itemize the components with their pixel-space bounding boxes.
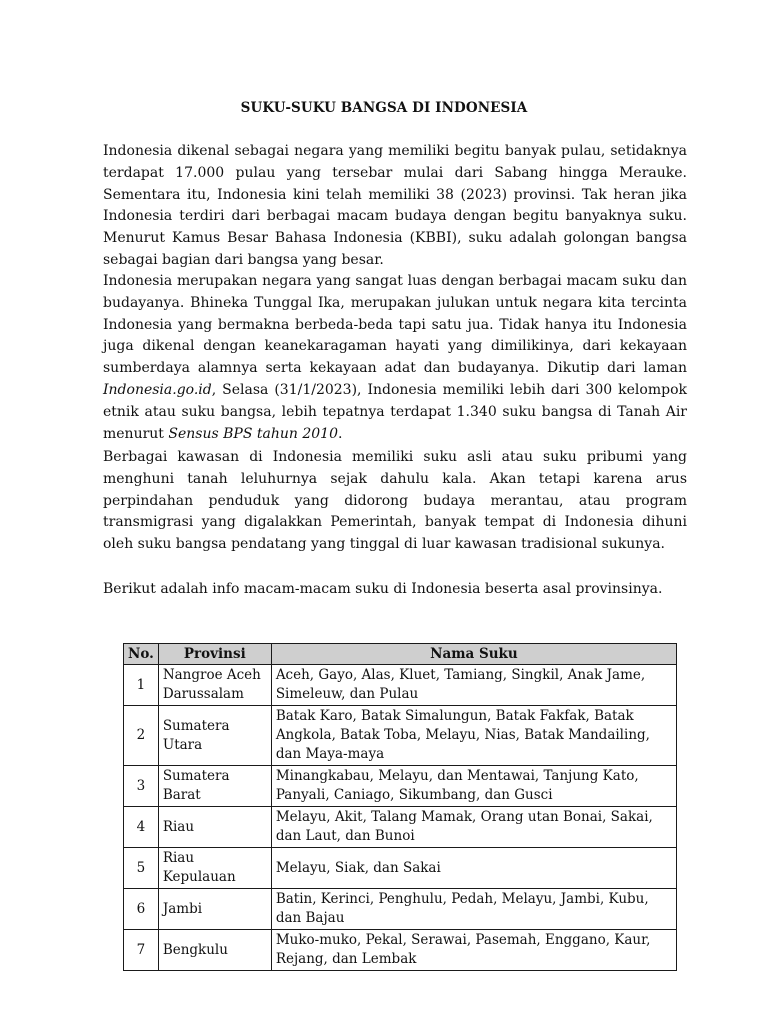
paragraph-migration: Berbagai kawasan di Indonesia memiliki suku asli atau suku pribumi yang menghuni tanah leluhurnya sejak dahulu kala. Akan tetapi karena arus perpindahan penduduk yang didorong budaya merantau, atau program transmigrasi yang digalakkan Pemerintah, banyak tempat di Indonesia dihuni oleh suku bangsa pendatang yang tinggal di luar kawasan tradisional sukunya. — [103, 449, 687, 553]
row-number: 7 — [124, 930, 159, 971]
row-province: Jambi — [158, 889, 271, 930]
row-number: 6 — [124, 889, 159, 930]
row-number: 2 — [124, 706, 159, 766]
row-province: Nangroe Aceh Darussalam — [158, 665, 271, 706]
row-number: 5 — [124, 848, 159, 889]
paragraph-diversity — [103, 271, 687, 445]
source-website: Indonesia.go.id — [103, 381, 212, 398]
table-row — [124, 848, 677, 889]
paragraph-diversity-text-3: . — [337, 425, 343, 442]
paragraph-intro: Indonesia dikenal sebagai negara yang memiliki begitu banyak pulau, setidaknya terdapat 17.000 pulau yang tersebar mulai dari Sabang hingga Merauke. Sementara itu, Indonesia kini telah memiliki 38 (2023) provinsi. Tak heran jika Indonesia terdiri dari berbagai macam budaya dengan begitu banyaknya suku. Menurut Kamus Besar Bahasa Indonesia (KBBI), suku adalah golongan bangsa sebagai bagian dari bangsa yang besar. — [103, 143, 687, 268]
header-no: No. — [124, 644, 159, 665]
header-tribes: Nama Suku — [271, 644, 676, 665]
row-tribes: Melayu, Siak, dan Sakai — [271, 848, 676, 889]
row-tribes: Melayu, Akit, Talang Mamak, Orang utan Bonai, Sakai, dan Laut, dan Bunoi — [271, 807, 676, 848]
table-row — [124, 706, 677, 766]
paragraph-diversity-text-2: , Selasa (31/1/2023), Indonesia memiliki lebih dari 300 kelompok etnik atau suku bangsa, lebih tepatnya terdapat 1.340 suku bangsa di Tanah Air menurut — [103, 381, 687, 442]
row-province: Sumatera Barat — [158, 766, 271, 807]
row-number: 3 — [124, 766, 159, 807]
row-province: Riau Kepulauan — [158, 848, 271, 889]
table-row — [124, 930, 677, 971]
row-province: Riau — [158, 807, 271, 848]
paragraph-diversity-text-1: Indonesia merupakan negara yang sangat luas dengan berbagai macam suku dan budayanya. Bhineka Tunggal Ika, merupakan julukan untuk negara kita tercinta Indonesia yang bermakna berbeda-beda tapi satu jua. Tidak hanya itu Indonesia juga dikenal dengan keanekaragaman hayati yang dimilikinya, dari kekayaan sumberdaya alamnya serta kekayaan adat dan budayanya. Dikutip dari laman — [103, 273, 687, 377]
table-row — [124, 766, 677, 807]
row-number: 1 — [124, 665, 159, 706]
row-tribes: Minangkabau, Melayu, dan Mentawai, Tanjung Kato, Panyali, Caniago, Sikumbang, dan Gusci — [271, 766, 676, 807]
row-province: Sumatera Utara — [158, 706, 271, 766]
document-title: SUKU-SUKU BANGSA DI INDONESIA — [240, 100, 528, 116]
table-row — [124, 889, 677, 930]
row-tribes: Aceh, Gayo, Alas, Kluet, Tamiang, Singkil, Anak Jame, Simeleuw, dan Pulau — [271, 665, 676, 706]
row-province: Bengkulu — [158, 930, 271, 971]
paragraph-table-intro: Berikut adalah info macam-macam suku di Indonesia beserta asal provinsinya. — [103, 581, 663, 597]
header-province: Provinsi — [158, 644, 271, 665]
census-reference: Sensus BPS tahun 2010 — [168, 425, 338, 442]
row-tribes: Batin, Kerinci, Penghulu, Pedah, Melayu, Jambi, Kubu, dan Bajau — [271, 889, 676, 930]
table-header-row — [124, 644, 677, 665]
row-number: 4 — [124, 807, 159, 848]
tribes-table — [123, 643, 677, 971]
row-tribes: Muko-muko, Pekal, Serawai, Pasemah, Enggano, Kaur, Rejang, dan Lembak — [271, 930, 676, 971]
row-tribes: Batak Karo, Batak Simalungun, Batak Fakfak, Batak Angkola, Batak Toba, Melayu, Nias, Batak Mandailing, dan Maya-maya — [271, 706, 676, 766]
table-row — [124, 665, 677, 706]
table-row — [124, 807, 677, 848]
